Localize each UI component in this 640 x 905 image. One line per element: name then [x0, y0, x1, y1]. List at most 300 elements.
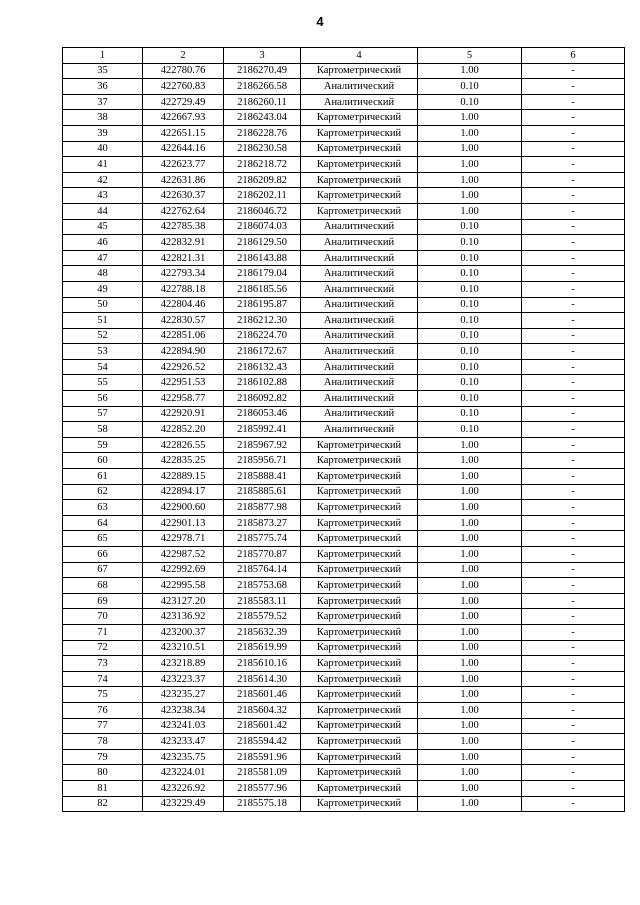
note-cell: -	[522, 702, 625, 718]
note-cell: -	[522, 297, 625, 313]
x-coordinate-cell: 422835.25	[143, 453, 224, 469]
x-coordinate-cell: 422826.55	[143, 437, 224, 453]
y-coordinate-cell: 2186185.56	[224, 281, 301, 297]
table-row	[63, 406, 625, 422]
method-cell: Аналитический	[301, 281, 418, 297]
accuracy-cell: 1.00	[418, 578, 522, 594]
x-coordinate-cell: 423223.37	[143, 671, 224, 687]
y-coordinate-cell: 2186143.88	[224, 250, 301, 266]
x-coordinate-cell: 422623.77	[143, 157, 224, 173]
note-cell: -	[522, 63, 625, 79]
table-row	[63, 328, 625, 344]
x-coordinate-cell: 423210.51	[143, 640, 224, 656]
point-number-cell: 45	[63, 219, 143, 235]
point-number-cell: 53	[63, 344, 143, 360]
y-coordinate-cell: 2186092.82	[224, 391, 301, 407]
method-cell: Картометрический	[301, 624, 418, 640]
table-row	[63, 79, 625, 95]
method-cell: Картометрический	[301, 469, 418, 485]
accuracy-cell: 1.00	[418, 640, 522, 656]
y-coordinate-cell: 2186053.46	[224, 406, 301, 422]
point-number-cell: 81	[63, 780, 143, 796]
note-cell: -	[522, 110, 625, 126]
x-coordinate-cell: 422958.77	[143, 391, 224, 407]
x-coordinate-cell: 423233.47	[143, 734, 224, 750]
note-cell: -	[522, 157, 625, 173]
y-coordinate-cell: 2185594.42	[224, 734, 301, 750]
table-row	[63, 63, 625, 79]
point-number-cell: 74	[63, 671, 143, 687]
method-cell: Картометрический	[301, 515, 418, 531]
table-row	[63, 453, 625, 469]
accuracy-cell: 1.00	[418, 500, 522, 516]
coordinates-table	[62, 47, 625, 812]
table-row	[63, 484, 625, 500]
method-cell: Аналитический	[301, 297, 418, 313]
accuracy-cell: 0.10	[418, 422, 522, 438]
accuracy-cell: 1.00	[418, 780, 522, 796]
y-coordinate-cell: 2186230.58	[224, 141, 301, 157]
table-row	[63, 796, 625, 812]
y-coordinate-cell: 2186195.87	[224, 297, 301, 313]
y-coordinate-cell: 2186228.76	[224, 125, 301, 141]
method-cell: Картометрический	[301, 780, 418, 796]
method-cell: Картометрический	[301, 656, 418, 672]
accuracy-cell: 1.00	[418, 515, 522, 531]
accuracy-cell: 1.00	[418, 188, 522, 204]
point-number-cell: 47	[63, 250, 143, 266]
x-coordinate-cell: 422978.71	[143, 531, 224, 547]
method-cell: Картометрический	[301, 125, 418, 141]
note-cell: -	[522, 219, 625, 235]
method-cell: Картометрический	[301, 172, 418, 188]
method-cell: Аналитический	[301, 94, 418, 110]
accuracy-cell: 1.00	[418, 718, 522, 734]
y-coordinate-cell: 2185577.96	[224, 780, 301, 796]
point-number-cell: 66	[63, 547, 143, 563]
y-coordinate-cell: 2186179.04	[224, 266, 301, 282]
note-cell: -	[522, 359, 625, 375]
accuracy-cell: 0.10	[418, 266, 522, 282]
y-coordinate-cell: 2186046.72	[224, 203, 301, 219]
y-coordinate-cell: 2185775.74	[224, 531, 301, 547]
point-number-cell: 75	[63, 687, 143, 703]
x-coordinate-cell: 422804.46	[143, 297, 224, 313]
point-number-cell: 50	[63, 297, 143, 313]
y-coordinate-cell: 2185764.14	[224, 562, 301, 578]
point-number-cell: 62	[63, 484, 143, 500]
y-coordinate-cell: 2185770.87	[224, 547, 301, 563]
note-cell: -	[522, 266, 625, 282]
note-cell: -	[522, 749, 625, 765]
method-cell: Аналитический	[301, 250, 418, 266]
method-cell: Аналитический	[301, 375, 418, 391]
accuracy-cell: 1.00	[418, 796, 522, 812]
method-cell: Картометрический	[301, 578, 418, 594]
method-cell: Картометрический	[301, 437, 418, 453]
y-coordinate-cell: 2186212.30	[224, 313, 301, 329]
note-cell: -	[522, 796, 625, 812]
note-cell: -	[522, 422, 625, 438]
accuracy-cell: 0.10	[418, 391, 522, 407]
point-number-cell: 79	[63, 749, 143, 765]
method-cell: Аналитический	[301, 406, 418, 422]
point-number-cell: 46	[63, 235, 143, 251]
x-coordinate-cell: 422926.52	[143, 359, 224, 375]
method-cell: Картометрический	[301, 141, 418, 157]
note-cell: -	[522, 453, 625, 469]
x-coordinate-cell: 423226.92	[143, 780, 224, 796]
y-coordinate-cell: 2186172.67	[224, 344, 301, 360]
method-cell: Аналитический	[301, 313, 418, 329]
x-coordinate-cell: 422821.31	[143, 250, 224, 266]
point-number-cell: 35	[63, 63, 143, 79]
x-coordinate-cell: 423224.01	[143, 765, 224, 781]
x-coordinate-cell: 423235.75	[143, 749, 224, 765]
accuracy-cell: 0.10	[418, 359, 522, 375]
point-number-cell: 39	[63, 125, 143, 141]
accuracy-cell: 0.10	[418, 344, 522, 360]
y-coordinate-cell: 2185888.41	[224, 469, 301, 485]
accuracy-cell: 0.10	[418, 219, 522, 235]
note-cell: -	[522, 235, 625, 251]
accuracy-cell: 1.00	[418, 125, 522, 141]
method-cell: Картометрический	[301, 687, 418, 703]
column-header: 6	[522, 48, 625, 64]
x-coordinate-cell: 422830.57	[143, 313, 224, 329]
y-coordinate-cell: 2185575.18	[224, 796, 301, 812]
accuracy-cell: 1.00	[418, 562, 522, 578]
y-coordinate-cell: 2185877.98	[224, 500, 301, 516]
point-number-cell: 41	[63, 157, 143, 173]
point-number-cell: 52	[63, 328, 143, 344]
note-cell: -	[522, 250, 625, 266]
note-cell: -	[522, 79, 625, 95]
accuracy-cell: 1.00	[418, 547, 522, 563]
table-row	[63, 640, 625, 656]
point-number-cell: 67	[63, 562, 143, 578]
method-cell: Картометрический	[301, 718, 418, 734]
method-cell: Картометрический	[301, 640, 418, 656]
accuracy-cell: 1.00	[418, 157, 522, 173]
table-row	[63, 157, 625, 173]
point-number-cell: 42	[63, 172, 143, 188]
note-cell: -	[522, 406, 625, 422]
x-coordinate-cell: 422920.91	[143, 406, 224, 422]
note-cell: -	[522, 500, 625, 516]
note-cell: -	[522, 734, 625, 750]
column-header: 3	[224, 48, 301, 64]
note-cell: -	[522, 313, 625, 329]
y-coordinate-cell: 2185601.46	[224, 687, 301, 703]
point-number-cell: 40	[63, 141, 143, 157]
table-row	[63, 125, 625, 141]
point-number-cell: 55	[63, 375, 143, 391]
accuracy-cell: 1.00	[418, 749, 522, 765]
y-coordinate-cell: 2185885.61	[224, 484, 301, 500]
point-number-cell: 78	[63, 734, 143, 750]
table-row	[63, 687, 625, 703]
point-number-cell: 76	[63, 702, 143, 718]
y-coordinate-cell: 2185992.41	[224, 422, 301, 438]
y-coordinate-cell: 2185873.27	[224, 515, 301, 531]
method-cell: Картометрический	[301, 484, 418, 500]
table-row	[63, 281, 625, 297]
table-row	[63, 172, 625, 188]
x-coordinate-cell: 423241.03	[143, 718, 224, 734]
table-row	[63, 188, 625, 204]
note-cell: -	[522, 141, 625, 157]
accuracy-cell: 0.10	[418, 313, 522, 329]
method-cell: Аналитический	[301, 344, 418, 360]
y-coordinate-cell: 2186074.03	[224, 219, 301, 235]
table-row	[63, 593, 625, 609]
table-row	[63, 437, 625, 453]
point-number-cell: 43	[63, 188, 143, 204]
method-cell: Картометрический	[301, 453, 418, 469]
method-cell: Аналитический	[301, 422, 418, 438]
table-row	[63, 656, 625, 672]
point-number-cell: 57	[63, 406, 143, 422]
table-row	[63, 765, 625, 781]
note-cell: -	[522, 281, 625, 297]
accuracy-cell: 1.00	[418, 593, 522, 609]
method-cell: Картометрический	[301, 796, 418, 812]
note-cell: -	[522, 484, 625, 500]
accuracy-cell: 0.10	[418, 297, 522, 313]
point-number-cell: 72	[63, 640, 143, 656]
table-row	[63, 391, 625, 407]
accuracy-cell: 1.00	[418, 453, 522, 469]
accuracy-cell: 1.00	[418, 141, 522, 157]
note-cell: -	[522, 687, 625, 703]
x-coordinate-cell: 422667.93	[143, 110, 224, 126]
note-cell: -	[522, 469, 625, 485]
point-number-cell: 38	[63, 110, 143, 126]
accuracy-cell: 0.10	[418, 281, 522, 297]
method-cell: Картометрический	[301, 734, 418, 750]
table-row	[63, 531, 625, 547]
table-row	[63, 359, 625, 375]
method-cell: Аналитический	[301, 328, 418, 344]
method-cell: Аналитический	[301, 79, 418, 95]
method-cell: Картометрический	[301, 188, 418, 204]
accuracy-cell: 1.00	[418, 687, 522, 703]
x-coordinate-cell: 422644.16	[143, 141, 224, 157]
note-cell: -	[522, 547, 625, 563]
y-coordinate-cell: 2185956.71	[224, 453, 301, 469]
note-cell: -	[522, 172, 625, 188]
accuracy-cell: 1.00	[418, 484, 522, 500]
accuracy-cell: 0.10	[418, 94, 522, 110]
y-coordinate-cell: 2185614.30	[224, 671, 301, 687]
x-coordinate-cell: 422894.17	[143, 484, 224, 500]
accuracy-cell: 1.00	[418, 765, 522, 781]
y-coordinate-cell: 2185619.99	[224, 640, 301, 656]
accuracy-cell: 1.00	[418, 469, 522, 485]
x-coordinate-cell: 422995.58	[143, 578, 224, 594]
accuracy-cell: 1.00	[418, 609, 522, 625]
table-row	[63, 313, 625, 329]
x-coordinate-cell: 422793.34	[143, 266, 224, 282]
table-row	[63, 266, 625, 282]
point-number-cell: 68	[63, 578, 143, 594]
note-cell: -	[522, 375, 625, 391]
accuracy-cell: 0.10	[418, 406, 522, 422]
note-cell: -	[522, 344, 625, 360]
note-cell: -	[522, 656, 625, 672]
table-header-row	[63, 48, 625, 64]
note-cell: -	[522, 780, 625, 796]
x-coordinate-cell: 423235.27	[143, 687, 224, 703]
x-coordinate-cell: 422894.90	[143, 344, 224, 360]
note-cell: -	[522, 328, 625, 344]
x-coordinate-cell: 422780.76	[143, 63, 224, 79]
point-number-cell: 65	[63, 531, 143, 547]
point-number-cell: 61	[63, 469, 143, 485]
note-cell: -	[522, 624, 625, 640]
table-row	[63, 110, 625, 126]
point-number-cell: 64	[63, 515, 143, 531]
x-coordinate-cell: 423238.34	[143, 702, 224, 718]
note-cell: -	[522, 718, 625, 734]
note-cell: -	[522, 765, 625, 781]
table-row	[63, 250, 625, 266]
accuracy-cell: 0.10	[418, 79, 522, 95]
note-cell: -	[522, 562, 625, 578]
x-coordinate-cell: 422987.52	[143, 547, 224, 563]
x-coordinate-cell: 422630.37	[143, 188, 224, 204]
note-cell: -	[522, 531, 625, 547]
method-cell: Картометрический	[301, 702, 418, 718]
table-row	[63, 578, 625, 594]
point-number-cell: 51	[63, 313, 143, 329]
y-coordinate-cell: 2185632.39	[224, 624, 301, 640]
note-cell: -	[522, 593, 625, 609]
method-cell: Аналитический	[301, 219, 418, 235]
method-cell: Картометрический	[301, 671, 418, 687]
y-coordinate-cell: 2186243.04	[224, 110, 301, 126]
method-cell: Картометрический	[301, 562, 418, 578]
x-coordinate-cell: 422832.91	[143, 235, 224, 251]
table-row	[63, 547, 625, 563]
table-row	[63, 500, 625, 516]
point-number-cell: 71	[63, 624, 143, 640]
table-row	[63, 469, 625, 485]
note-cell: -	[522, 188, 625, 204]
method-cell: Картометрический	[301, 749, 418, 765]
method-cell: Картометрический	[301, 500, 418, 516]
column-header: 5	[418, 48, 522, 64]
y-coordinate-cell: 2186218.72	[224, 157, 301, 173]
table-row	[63, 702, 625, 718]
point-number-cell: 80	[63, 765, 143, 781]
x-coordinate-cell: 422651.15	[143, 125, 224, 141]
table-row	[63, 671, 625, 687]
table-row	[63, 780, 625, 796]
x-coordinate-cell: 422762.64	[143, 203, 224, 219]
x-coordinate-cell: 423218.89	[143, 656, 224, 672]
method-cell: Картометрический	[301, 531, 418, 547]
method-cell: Картометрический	[301, 157, 418, 173]
table-row	[63, 609, 625, 625]
table-row	[63, 203, 625, 219]
x-coordinate-cell: 422889.15	[143, 469, 224, 485]
accuracy-cell: 1.00	[418, 531, 522, 547]
point-number-cell: 44	[63, 203, 143, 219]
table-row	[63, 219, 625, 235]
point-number-cell: 82	[63, 796, 143, 812]
method-cell: Картометрический	[301, 593, 418, 609]
accuracy-cell: 1.00	[418, 656, 522, 672]
table-row	[63, 749, 625, 765]
method-cell: Картометрический	[301, 110, 418, 126]
x-coordinate-cell: 422992.69	[143, 562, 224, 578]
point-number-cell: 58	[63, 422, 143, 438]
accuracy-cell: 1.00	[418, 63, 522, 79]
y-coordinate-cell: 2185591.96	[224, 749, 301, 765]
table-row	[63, 94, 625, 110]
y-coordinate-cell: 2186209.82	[224, 172, 301, 188]
method-cell: Аналитический	[301, 266, 418, 282]
method-cell: Картометрический	[301, 609, 418, 625]
page-number: 4	[316, 14, 324, 29]
y-coordinate-cell: 2185604.32	[224, 702, 301, 718]
x-coordinate-cell: 423200.37	[143, 624, 224, 640]
accuracy-cell: 1.00	[418, 624, 522, 640]
accuracy-cell: 0.10	[418, 235, 522, 251]
table-row	[63, 141, 625, 157]
accuracy-cell: 1.00	[418, 110, 522, 126]
accuracy-cell: 1.00	[418, 172, 522, 188]
x-coordinate-cell: 422900.60	[143, 500, 224, 516]
method-cell: Аналитический	[301, 391, 418, 407]
y-coordinate-cell: 2186224.70	[224, 328, 301, 344]
x-coordinate-cell: 423127.20	[143, 593, 224, 609]
table-row	[63, 344, 625, 360]
accuracy-cell: 1.00	[418, 437, 522, 453]
note-cell: -	[522, 640, 625, 656]
x-coordinate-cell: 422901.13	[143, 515, 224, 531]
table-row	[63, 422, 625, 438]
accuracy-cell: 0.10	[418, 375, 522, 391]
accuracy-cell: 1.00	[418, 203, 522, 219]
table-row	[63, 734, 625, 750]
x-coordinate-cell: 422852.20	[143, 422, 224, 438]
y-coordinate-cell: 2186266.58	[224, 79, 301, 95]
x-coordinate-cell: 422729.49	[143, 94, 224, 110]
y-coordinate-cell: 2185581.09	[224, 765, 301, 781]
table-row	[63, 235, 625, 251]
point-number-cell: 70	[63, 609, 143, 625]
table-row	[63, 297, 625, 313]
accuracy-cell: 1.00	[418, 734, 522, 750]
method-cell: Аналитический	[301, 359, 418, 375]
table-row	[63, 375, 625, 391]
point-number-cell: 54	[63, 359, 143, 375]
y-coordinate-cell: 2185753.68	[224, 578, 301, 594]
x-coordinate-cell: 422760.83	[143, 79, 224, 95]
note-cell: -	[522, 578, 625, 594]
y-coordinate-cell: 2186132.43	[224, 359, 301, 375]
y-coordinate-cell: 2186102.88	[224, 375, 301, 391]
note-cell: -	[522, 391, 625, 407]
column-header: 4	[301, 48, 418, 64]
y-coordinate-cell: 2186129.50	[224, 235, 301, 251]
note-cell: -	[522, 515, 625, 531]
note-cell: -	[522, 609, 625, 625]
x-coordinate-cell: 423136.92	[143, 609, 224, 625]
